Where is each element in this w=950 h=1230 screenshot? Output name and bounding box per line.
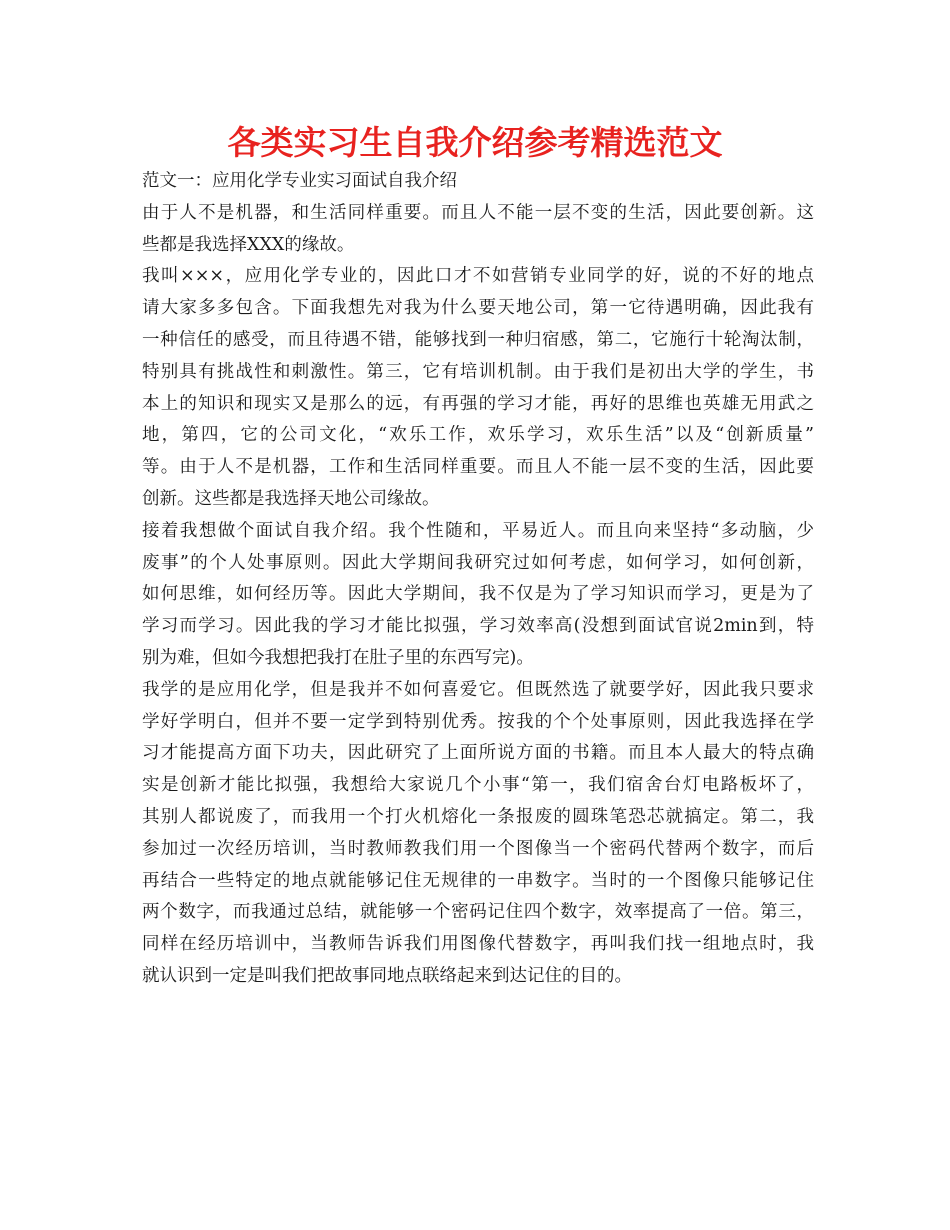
text-line: 再结合一些特定的地点就能够记住无规律的一串数字。当时的一个图像只能够记住	[142, 870, 814, 891]
text-line: 同样在经历培训中，当教师告诉我们用图像代替数字，再叫我们找一组地点时，我	[142, 934, 814, 955]
text-line: 些都是我选择XXX的缘故。	[142, 234, 355, 255]
text-line: 别为难，但如今我想把我打在肚子里的东西写完)。	[142, 647, 534, 668]
text-line: 其别人都说废了，而我用一个打火机熔化一条报废的圆珠笔恐芯就搞定。第二，我	[142, 806, 814, 827]
text-line: 我学的是应用化学，但是我并不如何喜爱它。但既然选了就要学好，因此我只要求	[142, 679, 814, 700]
text-line: 由于人不是机器，和生活同样重要。而且人不能一层不变的生活，因此要创新。这	[142, 202, 814, 223]
text-line: 学好学明白，但并不要一定学到特别优秀。按我的个个处事原则，因此我选择在学	[142, 711, 814, 732]
text-line: 本上的知识和现实又是那么的远，有再强的学习才能，再好的思维也英雄无用武之	[142, 393, 814, 414]
text-line: 如何思维，如何经历等。因此大学期间，我不仅是为了学习知识而学习，更是为了	[142, 584, 814, 605]
text-line: 接着我想做个面试自我介绍。我个性随和，平易近人。而且向来坚持“多动脑，少	[142, 520, 814, 541]
text-line: 就认识到一定是叫我们把故事同地点联络起来到达记住的目的。	[142, 965, 632, 986]
text-line: 参加过一次经历培训，当时教师教我们用一个图像当一个密码代替两个数字，而后	[142, 838, 814, 859]
text-line: 两个数字，而我通过总结，就能够一个密码记住四个数字，效率提高了一倍。第三，	[142, 902, 814, 923]
text-line: 地，第四，它的公司文化，“欢乐工作，欢乐学习，欢乐生活”以及“创新质量”	[142, 425, 814, 446]
document-body	[142, 166, 814, 993]
text-line: 一种信任的感受，而且待遇不错，能够找到一种归宿感，第二，它施行十轮淘汰制，	[142, 329, 814, 350]
text-line: 实是创新才能比拟强，我想给大家说几个小事“第一，我们宿舍台灯电路板坏了，	[142, 775, 814, 796]
text-line: 特别具有挑战性和刺激性。第三，它有培训机制。由于我们是初出大学的学生，书	[142, 361, 814, 382]
text-line: 学习而学习。因此我的学习才能比拟强，学习效率高(没想到面试官说2min到，特	[142, 616, 814, 637]
text-line: 创新。这些都是我选择天地公司缘故。	[142, 488, 440, 509]
text-line: 请大家多多包含。下面我想先对我为什么要天地公司，第一它待遇明确，因此我有	[142, 298, 814, 319]
text-line: 等。由于人不是机器，工作和生活同样重要。而且人不能一层不变的生活，因此要	[142, 457, 814, 478]
text-line: 习才能提高方面下功夫，因此研究了上面所说方面的书籍。而且本人最大的特点确	[142, 743, 814, 764]
text-line: 废事”的个人处事原则。因此大学期间我研究过如何考虑，如何学习，如何创新，	[142, 552, 814, 573]
document-title: 各类实习生自我介绍参考精选范文	[227, 123, 723, 162]
text-line: 范文一：应用化学专业实习面试自我介绍	[142, 171, 457, 191]
text-line: 我叫×××，应用化学专业的，因此口才不如营销专业同学的好，说的不好的地点	[142, 266, 814, 287]
